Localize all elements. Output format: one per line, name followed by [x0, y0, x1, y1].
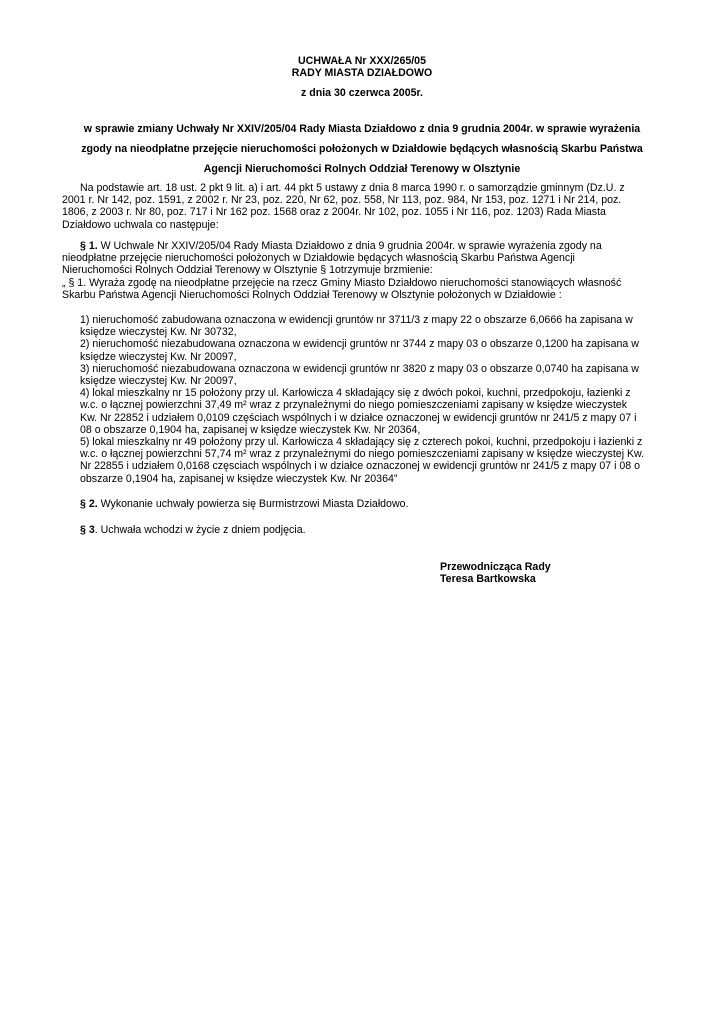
- paragraph-1-first-line: [62, 240, 674, 252]
- preamble-line: Na podstawie art. 18 ust. 2 pkt 9 lit. a) i art. 44 pkt 5 ustawy z dnia 8 marca 1990 r. o samorządzie gminnym (Dz.U. z: [80, 182, 625, 194]
- paragraph-2: [62, 498, 674, 510]
- paragraph-2-mark: § 2.: [80, 498, 98, 510]
- list-item-line: 1) nieruchomość zabudowana oznaczona w ewidencji gruntów nr 3711/3 z mapy 22 o obszarze 6,0666 ha zapisana w: [80, 314, 633, 326]
- paragraph-1-line: Nieruchomości Rolnych Oddział Terenowy w Olsztynie § 1otrzymuje brzmienie:: [62, 264, 433, 277]
- paragraph-1-line: nieodpłatne przejęcie nieruchomości położonych w Działdowie będących własnością Skarbu Państwa Agencji: [62, 252, 575, 265]
- paragraph-1-intro: W Uchwale Nr XXIV/205/04 Rady Miasta Działdowo z dnia 9 grudnia 2004r. w sprawie wyrażenia zgody na: [97, 240, 602, 252]
- list-item-line: księdze wieczystej Kw. Nr 20097,: [80, 350, 237, 363]
- list-item-line: Nr 22855 i udziałem 0,0168 częsciach wspólnych i w działce oznaczonej w ewidencji gruntów nr 241/5 z mapy 07 i 08 o: [80, 460, 641, 473]
- paragraph-3-text: . Uchwała wchodzi w życie z dniem podjęcia.: [94, 524, 306, 536]
- paragraph-2-line: [62, 498, 674, 510]
- list-item-line: księdze wieczystej Kw. Nr 20097,: [80, 375, 237, 388]
- paragraph-1-line: „ § 1. Wyraża zgodę na nieodpłatne przejęcie na rzecz Gminy Miasto Działdowo nieruchomości stanowiących własność: [62, 276, 622, 289]
- list-item-line: obszarze 0,1904 ha, zapisanej w księdze wieczystek Kw. Nr 20364”: [80, 472, 398, 485]
- subject-line-2: zgody na nieodpłatne przejęcie nieruchomości położonych w Działdowie będących własnością Skarbu Państwa: [81, 143, 643, 155]
- list-item-line: 4) lokal mieszkalny nr 15 położony przy ul. Karłowicza 4 składający się z dwóch pokoi, kuchni, przedpokoju, łazienki z: [80, 387, 631, 400]
- paragraph-3: [62, 524, 674, 536]
- list-item-line: w.c. o łącznej powierzchni 57,74 m² wraz z przynależnymi do niego pomieszczeniami zapisany w księdze wieczystej Kw.: [80, 448, 645, 461]
- list-item-line: 5) lokal mieszkalny nr 49 położony przy ul. Karłowicza 4 składający się z czterech pokoi, kuchni, przedpokoju i łazienki z: [80, 436, 643, 449]
- list-item-line: 08 o obszarze 0,1904 ha, zapisanej w księdze wieczystek Kw. Nr 20364,: [80, 423, 421, 436]
- subject-line-1: w sprawie zmiany Uchwały Nr XXIV/205/04 Rady Miasta Działdowo z dnia 9 grudnia 2004r. w sprawie wyrażenia: [83, 123, 641, 135]
- resolution-number: UCHWAŁA Nr XXX/265/05: [298, 55, 426, 67]
- preamble-line: 2001 r. Nr 142, poz. 1591, z 2002 r. Nr 23, poz. 220, Nr 62, poz. 558, Nr 113, poz. 984, Nr 153, poz. 1271 i Nr 214, poz.: [62, 194, 622, 207]
- property-list: [62, 314, 674, 485]
- signatory-role: Przewodnicząca Rady: [440, 561, 551, 573]
- council-name: RADY MIASTA DZIAŁDOWO: [291, 67, 433, 79]
- list-item-line: 3) nieruchomość niezabudowana oznaczona w ewidencji gruntów nr 3820 z mapy 03 o obszarze 0,0740 ha zapisana w: [80, 362, 639, 375]
- list-item-line: w.c. o łącznej powierzchni 37,49 m² wraz z przynależnymi do niego pomieszczeniami zapisany w księdze wieczystek: [80, 399, 627, 412]
- list-item-line: 2) nieruchomość niezabudowana oznaczona w ewidencji gruntów nr 3744 z mapy 03 o obszarze 0,1200 ha zapisana w: [80, 338, 639, 351]
- preamble: [62, 182, 674, 231]
- paragraph-1: [62, 240, 674, 301]
- list-item-line: księdze wieczystej Kw. Nr 30732,: [80, 326, 237, 339]
- list-item-line: Kw. Nr 22852 i udziałem 0,0109 częściach wspólnych i w działce oznaczonej w ewidencji gruntów nr 241/5 z mapy 07 i: [80, 411, 637, 424]
- subject-line-3: Agencji Nieruchomości Rolnych Oddział Terenowy w Olsztynie: [203, 163, 521, 175]
- paragraph-2-text: Wykonanie uchwały powierza się Burmistrzowi Miasta Działdowo.: [97, 498, 409, 510]
- paragraph-3-mark: § 3: [80, 524, 95, 536]
- resolution-date: z dnia 30 czerwca 2005r.: [301, 87, 423, 99]
- preamble-line: Działdowo uchwala co następuje:: [62, 218, 219, 231]
- paragraph-1-mark: § 1.: [80, 240, 98, 252]
- preamble-line: 1806, z 2003 r. Nr 80, poz. 717 i Nr 162 poz. 1568 oraz z 2004r. Nr 102, poz. 1055 i Nr 116, poz. 1203) Rada Miasta: [62, 206, 606, 219]
- paragraph-1-line: Skarbu Państwa Agencji Nieruchomości Rolnych Oddział Terenowy w Olsztynie położonych w Działdowie :: [62, 288, 562, 301]
- paragraph-3-line: [62, 524, 674, 536]
- signatory-name: Teresa Bartkowska: [440, 573, 536, 585]
